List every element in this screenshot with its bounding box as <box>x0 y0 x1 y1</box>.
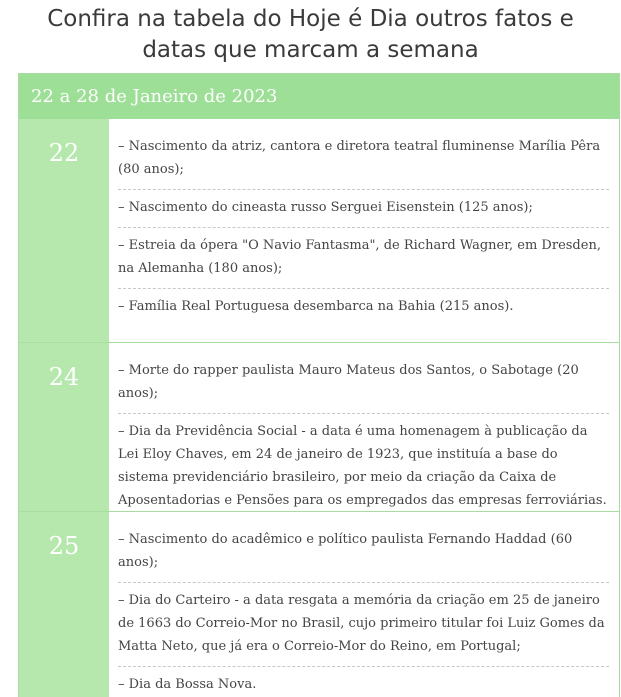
events-list <box>109 343 619 511</box>
event-item: – Dia da Bossa Nova. <box>118 677 257 692</box>
event-item: – Nascimento da atriz, cantora e diretora teatral fluminense Marília Pêra (80 anos); <box>118 129 609 190</box>
table-title: 22 a 28 de Janeiro de 2023 <box>19 74 619 119</box>
events-table <box>18 73 620 697</box>
table-row-day-25 <box>19 511 619 697</box>
page-heading-line-2: datas que marcam a semana <box>142 37 479 63</box>
table-row-day-22 <box>19 119 619 342</box>
day-number: 22 <box>19 119 109 342</box>
event-item: – Estreia da ópera "O Navio Fantasma", de Richard Wagner, em Dresden, na Alemanha (180 anos); <box>118 228 609 289</box>
day-number: 25 <box>19 512 109 697</box>
event-item: – Dia do Carteiro - a data resgata a memória da criação em 25 de janeiro de 1663 do Correio-Mor no Brasil, cujo primeiro titular foi Luiz Gomes da Matta Neto, que já era o Correio-Mor do Reino, em Portugal; <box>118 583 609 667</box>
table-row-day-24 <box>19 342 619 511</box>
event-item: – Dia da Previdência Social - a data é uma homenagem à publicação da Lei Eloy Chaves, em 24 de janeiro de 1923, que instituía a base do sistema previdenciário brasileiro, por meio da criação da Caixa de Aposentadorias e Pensões para os empregados das empresas ferroviárias. <box>118 424 607 508</box>
event-item: – Família Real Portuguesa desembarca na Bahia (215 anos). <box>118 299 514 314</box>
events-list <box>109 512 619 697</box>
page-heading-line-1: Confira na tabela do Hoje é Dia outros fatos e <box>47 6 574 32</box>
event-item: – Morte do rapper paulista Mauro Mateus dos Santos, o Sabotage (20 anos); <box>118 353 609 414</box>
event-item: – Nascimento do cineasta russo Serguei Eisenstein (125 anos); <box>118 190 609 228</box>
day-number: 24 <box>19 343 109 511</box>
events-list <box>109 119 619 342</box>
event-item: – Nascimento do acadêmico e político paulista Fernando Haddad (60 anos); <box>118 522 609 583</box>
page-heading <box>0 4 621 66</box>
